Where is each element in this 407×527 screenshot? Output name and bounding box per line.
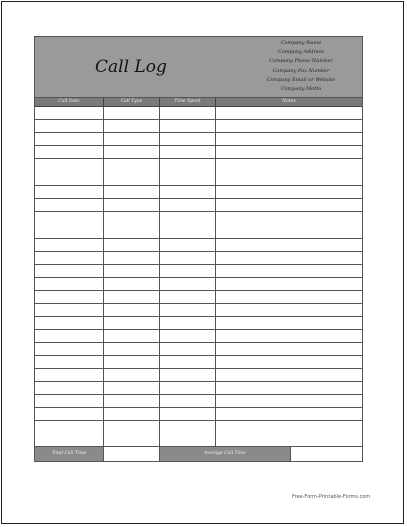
col-call-type: Call Type bbox=[104, 98, 160, 106]
average-call-time-label: Average Call Time bbox=[160, 447, 291, 461]
time-spent-cell[interactable] bbox=[160, 304, 216, 316]
time-spent-cell[interactable] bbox=[160, 199, 216, 211]
company-address: Company Address bbox=[278, 49, 324, 56]
table-row bbox=[35, 199, 362, 212]
company-motto: Company Motto bbox=[280, 86, 322, 93]
table-row bbox=[35, 252, 362, 265]
table-row bbox=[35, 291, 362, 304]
call-date-cell[interactable] bbox=[35, 343, 104, 355]
call-date-cell[interactable] bbox=[35, 369, 104, 381]
time-spent-cell[interactable] bbox=[160, 212, 216, 238]
average-call-time-field[interactable] bbox=[291, 447, 362, 461]
call-log-form bbox=[34, 36, 363, 462]
table-row bbox=[35, 421, 362, 447]
company-phone: Company Phone Number bbox=[269, 58, 333, 65]
time-spent-cell[interactable] bbox=[160, 408, 216, 420]
notes-cell[interactable] bbox=[216, 199, 362, 211]
call-date-cell[interactable] bbox=[35, 382, 104, 394]
call-type-cell[interactable] bbox=[104, 369, 160, 381]
notes-cell[interactable] bbox=[216, 146, 362, 158]
table-row bbox=[35, 107, 362, 120]
call-type-cell[interactable] bbox=[104, 382, 160, 394]
call-type-cell[interactable] bbox=[104, 265, 160, 277]
time-spent-cell[interactable] bbox=[160, 239, 216, 251]
call-date-cell[interactable] bbox=[35, 159, 104, 185]
company-fax: Company Fax Number bbox=[272, 67, 330, 74]
table-row bbox=[35, 356, 362, 369]
call-type-cell[interactable] bbox=[104, 395, 160, 407]
form-title: Call Log bbox=[95, 57, 167, 77]
company-info bbox=[245, 39, 357, 94]
notes-cell[interactable] bbox=[216, 304, 362, 316]
time-spent-cell[interactable] bbox=[160, 107, 216, 119]
company-email: Company Email or Website bbox=[266, 76, 336, 83]
notes-cell[interactable] bbox=[216, 421, 362, 446]
notes-cell[interactable] bbox=[216, 239, 362, 251]
call-type-cell[interactable] bbox=[104, 421, 160, 446]
time-spent-cell[interactable] bbox=[160, 278, 216, 290]
call-date-cell[interactable] bbox=[35, 120, 104, 132]
call-date-cell[interactable] bbox=[35, 186, 104, 198]
col-call-date: Call Date bbox=[35, 98, 104, 106]
call-type-cell[interactable] bbox=[104, 343, 160, 355]
call-date-cell[interactable] bbox=[35, 265, 104, 277]
notes-cell[interactable] bbox=[216, 291, 362, 303]
form-footer bbox=[35, 447, 362, 461]
call-date-cell[interactable] bbox=[35, 317, 104, 329]
call-date-cell[interactable] bbox=[35, 133, 104, 145]
call-date-cell[interactable] bbox=[35, 146, 104, 158]
call-type-cell[interactable] bbox=[104, 252, 160, 264]
call-type-cell[interactable] bbox=[104, 304, 160, 316]
notes-cell[interactable] bbox=[216, 395, 362, 407]
table-row bbox=[35, 265, 362, 278]
call-type-cell[interactable] bbox=[104, 199, 160, 211]
time-spent-cell[interactable] bbox=[160, 343, 216, 355]
time-spent-cell[interactable] bbox=[160, 159, 216, 185]
notes-cell[interactable] bbox=[216, 382, 362, 394]
call-type-cell[interactable] bbox=[104, 278, 160, 290]
total-call-time-label: Total Call Time bbox=[35, 447, 104, 461]
call-type-cell[interactable] bbox=[104, 212, 160, 238]
notes-cell[interactable] bbox=[216, 356, 362, 368]
notes-cell[interactable] bbox=[216, 343, 362, 355]
call-date-cell[interactable] bbox=[35, 278, 104, 290]
total-call-time-field[interactable] bbox=[104, 447, 160, 461]
call-type-cell[interactable] bbox=[104, 133, 160, 145]
table-row bbox=[35, 186, 362, 199]
call-date-cell[interactable] bbox=[35, 212, 104, 238]
time-spent-cell[interactable] bbox=[160, 382, 216, 394]
company-name: Company Name bbox=[280, 40, 322, 46]
notes-cell[interactable] bbox=[216, 120, 362, 132]
call-date-cell[interactable] bbox=[35, 291, 104, 303]
call-date-cell[interactable] bbox=[35, 330, 104, 342]
time-spent-cell[interactable] bbox=[160, 356, 216, 368]
table-row bbox=[35, 317, 362, 330]
call-date-cell[interactable] bbox=[35, 239, 104, 251]
notes-cell[interactable] bbox=[216, 330, 362, 342]
call-date-cell[interactable] bbox=[35, 408, 104, 420]
time-spent-cell[interactable] bbox=[160, 291, 216, 303]
table-row bbox=[35, 408, 362, 421]
call-date-cell[interactable] bbox=[35, 395, 104, 407]
table-row bbox=[35, 133, 362, 146]
time-spent-cell[interactable] bbox=[160, 317, 216, 329]
call-type-cell[interactable] bbox=[104, 120, 160, 132]
notes-cell[interactable] bbox=[216, 369, 362, 381]
table-row bbox=[35, 278, 362, 291]
call-date-cell[interactable] bbox=[35, 252, 104, 264]
notes-cell[interactable] bbox=[216, 159, 362, 185]
notes-cell[interactable] bbox=[216, 186, 362, 198]
notes-cell[interactable] bbox=[216, 107, 362, 119]
notes-cell[interactable] bbox=[216, 278, 362, 290]
time-spent-cell[interactable] bbox=[160, 133, 216, 145]
notes-cell[interactable] bbox=[216, 212, 362, 238]
call-type-cell[interactable] bbox=[104, 291, 160, 303]
time-spent-cell[interactable] bbox=[160, 120, 216, 132]
call-type-cell[interactable] bbox=[104, 159, 160, 185]
call-type-cell[interactable] bbox=[104, 146, 160, 158]
call-date-cell[interactable] bbox=[35, 421, 104, 446]
notes-cell[interactable] bbox=[216, 408, 362, 420]
notes-cell[interactable] bbox=[216, 252, 362, 264]
col-notes: Notes bbox=[282, 99, 296, 104]
time-spent-cell[interactable] bbox=[160, 395, 216, 407]
call-type-cell[interactable] bbox=[104, 186, 160, 198]
table-row bbox=[35, 304, 362, 317]
time-spent-cell[interactable] bbox=[160, 369, 216, 381]
table-row bbox=[35, 212, 362, 239]
table-row bbox=[35, 146, 362, 159]
time-spent-cell[interactable] bbox=[160, 265, 216, 277]
col-time-spent: Time Spent bbox=[160, 98, 216, 106]
table-row bbox=[35, 159, 362, 186]
log-rows bbox=[35, 107, 362, 447]
notes-cell[interactable] bbox=[216, 133, 362, 145]
call-type-cell[interactable] bbox=[104, 330, 160, 342]
table-row bbox=[35, 239, 362, 252]
credit-text: Free-Form-Printable-Forms.com bbox=[292, 494, 371, 500]
time-spent-cell[interactable] bbox=[160, 421, 216, 446]
call-date-cell[interactable] bbox=[35, 199, 104, 211]
table-row bbox=[35, 343, 362, 356]
table-row bbox=[35, 382, 362, 395]
time-spent-cell[interactable] bbox=[160, 146, 216, 158]
time-spent-cell[interactable] bbox=[160, 186, 216, 198]
table-row bbox=[35, 120, 362, 133]
call-date-cell[interactable] bbox=[35, 356, 104, 368]
notes-cell[interactable] bbox=[216, 317, 362, 329]
call-type-cell[interactable] bbox=[104, 107, 160, 119]
call-type-cell[interactable] bbox=[104, 239, 160, 251]
column-headers bbox=[35, 98, 362, 107]
call-type-cell[interactable] bbox=[104, 408, 160, 420]
time-spent-cell[interactable] bbox=[160, 252, 216, 264]
call-type-cell[interactable] bbox=[104, 317, 160, 329]
form-header bbox=[35, 37, 362, 98]
call-type-cell[interactable] bbox=[104, 356, 160, 368]
call-date-cell[interactable] bbox=[35, 107, 104, 119]
call-date-cell[interactable] bbox=[35, 304, 104, 316]
table-row bbox=[35, 395, 362, 408]
time-spent-cell[interactable] bbox=[160, 330, 216, 342]
table-row bbox=[35, 369, 362, 382]
table-row bbox=[35, 330, 362, 343]
notes-cell[interactable] bbox=[216, 265, 362, 277]
